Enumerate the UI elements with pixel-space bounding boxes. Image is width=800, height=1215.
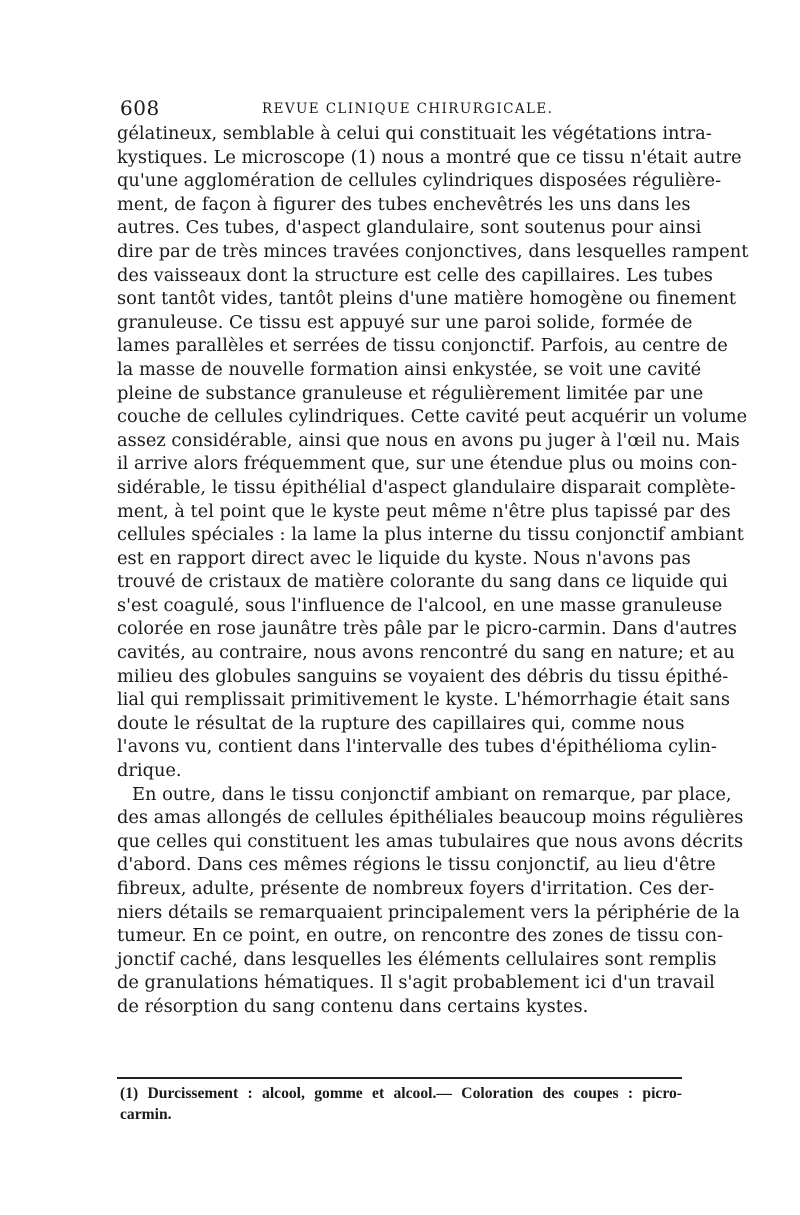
body-line: est en rapport direct avec le liquide du kyste. Nous n'avons pas bbox=[117, 547, 691, 569]
body-line: couche de cellules cylindriques. Cette cavité peut acquérir un volume bbox=[117, 406, 748, 428]
body-line: lames parallèles et serrées de tissu conjonctif. Parfois, au centre de bbox=[117, 335, 728, 357]
body-line: granuleuse. Ce tissu est appuyé sur une paroi solide, formée de bbox=[117, 311, 693, 333]
body-line: la masse de nouvelle formation ainsi enkystée, se voit une cavité bbox=[117, 358, 702, 380]
body-line: ment, de façon à figurer des tubes enchevêtrés les uns dans les bbox=[117, 193, 691, 215]
body-line: de granulations hématiques. Il s'agit probablement ici d'un travail bbox=[117, 972, 715, 994]
footnote bbox=[120, 1083, 682, 1125]
body-line: doute le résultat de la rupture des capillaires qui, comme nous bbox=[117, 712, 685, 734]
body-line: de résorption du sang contenu dans certains kystes. bbox=[117, 995, 589, 1017]
body-line: cellules spéciales : la lame la plus interne du tissu conjonctif ambiant bbox=[117, 524, 744, 546]
body-line: autres. Ces tubes, d'aspect glandulaire, sont soutenus pour ainsi bbox=[117, 217, 702, 239]
body-line: jonctif caché, dans lesquelles les éléments cellulaires sont remplis bbox=[117, 948, 717, 970]
body-line: drique. bbox=[117, 760, 182, 782]
footnote-line: (1) Durcissement : alcool, gomme et alcool.— Coloration des coupes : picro- bbox=[120, 1085, 682, 1102]
body-line: kystiques. Le microscope (1) nous a montré que ce tissu n'était autre bbox=[117, 146, 742, 168]
body-line: milieu des globules sanguins se voyaient des débris du tissu épithé- bbox=[117, 665, 729, 687]
body-line: d'abord. Dans ces mêmes régions le tissu conjonctif, au lieu d'être bbox=[117, 854, 716, 876]
body-line: l'avons vu, contient dans l'intervalle des tubes d'épithélioma cylin- bbox=[117, 736, 717, 758]
body-line: des amas allongés de cellules épithéliales beaucoup moins régulières bbox=[117, 807, 744, 829]
body-line: assez considérable, ainsi que nous en avons pu juger à l'œil nu. Mais bbox=[117, 429, 740, 451]
body-line: sidérable, le tissu épithélial d'aspect glandulaire disparait complète- bbox=[117, 476, 736, 498]
body-line: En outre, dans le tissu conjonctif ambiant on remarque, par place, bbox=[132, 783, 732, 805]
body-line: des vaisseaux dont la structure est celle des capillaires. Les tubes bbox=[117, 264, 713, 286]
page-header bbox=[120, 96, 688, 122]
body-line: ment, à tel point que le kyste peut même n'être plus tapissé par des bbox=[117, 500, 731, 522]
body-line: lial qui remplissait primitivement le kyste. L'hémorrhagie était sans bbox=[117, 689, 730, 711]
body-line: il arrive alors fréquemment que, sur une étendue plus ou moins con- bbox=[117, 453, 738, 475]
body-line: pleine de substance granuleuse et régulièrement limitée par une bbox=[117, 382, 704, 404]
body-line: fibreux, adulte, présente de nombreux foyers d'irritation. Ces der- bbox=[117, 878, 715, 899]
body-text bbox=[117, 122, 749, 1019]
body-line: tumeur. En ce point, en outre, on rencontre des zones de tissu con- bbox=[117, 925, 724, 947]
body-line: cavités, au contraire, nous avons rencontré du sang en nature; et au bbox=[117, 642, 735, 664]
footnote-rule bbox=[117, 1077, 682, 1079]
body-line: niers détails se remarquaient principalement vers la périphérie de la bbox=[117, 901, 740, 923]
body-line: colorée en rose jaunâtre très pâle par le picro-carmin. Dans d'autres bbox=[117, 618, 737, 640]
footnote-line: carmin. bbox=[120, 1106, 172, 1123]
body-line: qu'une agglomération de cellules cylindriques disposées régulière- bbox=[117, 170, 722, 192]
body-line: que celles qui constituent les amas tubulaires que nous avons décrits bbox=[117, 830, 744, 852]
body-line: gélatineux, semblable à celui qui constituait les végétations intra- bbox=[117, 123, 712, 144]
body-line: trouvé de cristaux de matière colorante du sang dans ce liquide qui bbox=[117, 571, 728, 593]
running-title: REVUE CLINIQUE CHIRURGICALE. bbox=[262, 101, 554, 117]
body-line: sont tantôt vides, tantôt pleins d'une matière homogène ou finement bbox=[117, 288, 737, 310]
body-line: s'est coagulé, sous l'influence de l'alcool, en une masse granuleuse bbox=[117, 594, 723, 616]
body-line: dire par de très minces travées conjonctives, dans lesquelles rampent bbox=[117, 240, 749, 262]
page-number: 608 bbox=[120, 96, 160, 120]
